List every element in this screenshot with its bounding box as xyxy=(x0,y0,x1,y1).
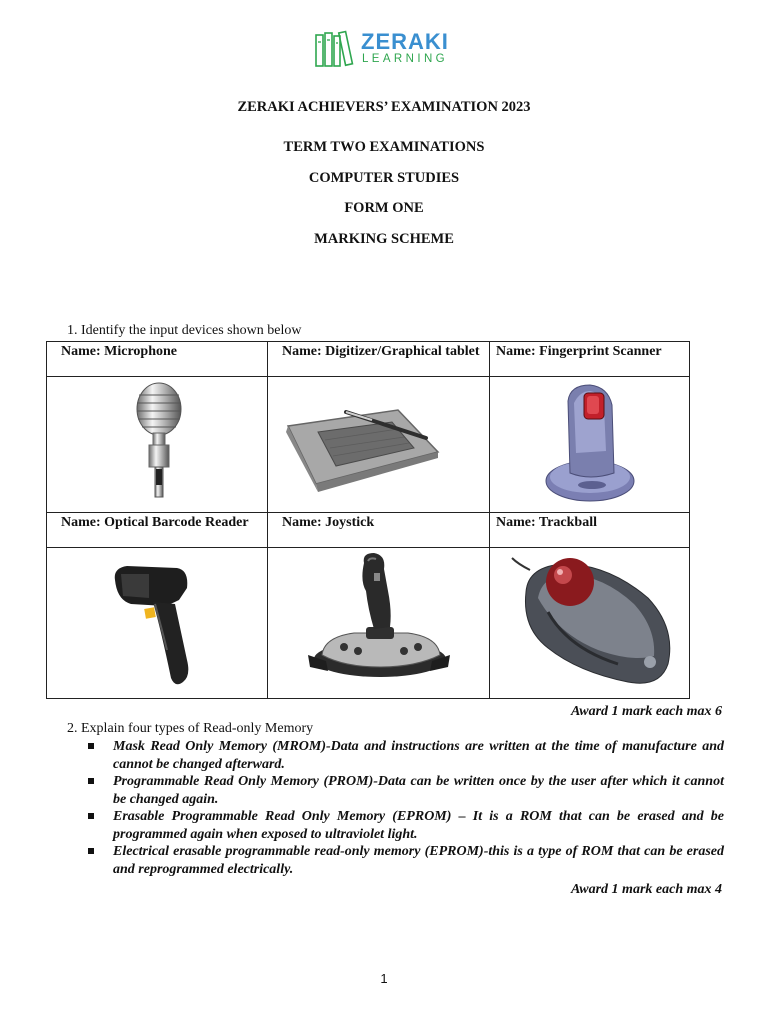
device-name-cell xyxy=(47,342,268,377)
device-name-fingerprint-scanner: Name: Fingerprint Scanner xyxy=(496,344,662,359)
books-logo-icon xyxy=(314,30,356,68)
rom-answer-list xyxy=(88,738,724,878)
device-name-cell xyxy=(268,342,490,377)
question-1: 1. Identify the input devices shown below xyxy=(67,323,302,338)
award-q1: Award 1 mark each max 6 xyxy=(570,704,722,719)
award-q2: Award 1 mark each max 4 xyxy=(570,882,722,897)
device-name-cell xyxy=(268,513,490,548)
bullet-icon xyxy=(88,813,94,819)
device-name-cell xyxy=(490,513,690,548)
fingerprint-scanner-image xyxy=(540,381,640,507)
list-item xyxy=(88,773,724,808)
device-name-barcode-reader: Name: Optical Barcode Reader xyxy=(61,515,249,530)
microphone-image xyxy=(129,381,189,501)
barcode-reader-image xyxy=(109,560,199,690)
device-image-cell xyxy=(490,377,690,513)
answer-mrom: Mask Read Only Memory (MROM)-Data and instructions are written at the time of manufacture and cannot be changed afterward. xyxy=(113,739,724,772)
device-image-cell xyxy=(268,548,490,699)
page-number: 1 xyxy=(380,971,388,986)
device-image-cell xyxy=(268,377,490,513)
device-name-microphone: Name: Microphone xyxy=(61,344,177,359)
joystick-image xyxy=(304,551,454,681)
logo-subtitle: LEARNING xyxy=(362,53,448,65)
zeraki-logo xyxy=(314,30,454,70)
subject-heading: COMPUTER STUDIES xyxy=(308,170,460,186)
doc-type-heading: MARKING SCHEME xyxy=(314,231,454,247)
form-heading: FORM ONE xyxy=(344,200,424,216)
device-name-cell xyxy=(490,342,690,377)
device-name-trackball: Name: Trackball xyxy=(496,515,597,530)
device-name-joystick: Name: Joystick xyxy=(282,515,375,530)
bullet-icon xyxy=(88,743,94,749)
device-image-cell xyxy=(47,548,268,699)
graphics-tablet-image xyxy=(280,404,440,494)
bullet-icon xyxy=(88,778,94,784)
device-name-cell xyxy=(47,513,268,548)
answer-prom: Programmable Read Only Memory (PROM)-Data can be written once by the user after which it cannot be changed again. xyxy=(113,774,724,807)
answer-eprom: Erasable Programmable Read Only Memory (EPROM) – It is a ROM that can be erased and be programmed again when exposed to ultraviolet light. xyxy=(113,809,724,842)
question-2: 2. Explain four types of Read-only Memory xyxy=(67,721,314,736)
list-item xyxy=(88,738,724,773)
device-name-digitizer: Name: Digitizer/Graphical tablet xyxy=(282,344,480,359)
logo-wordmark: ZERAKI xyxy=(361,29,449,54)
trackball-image xyxy=(508,552,678,692)
answer-eeprom: Electrical erasable programmable read-only memory (EPROM)-this is a type of ROM that can be erased and reprogrammed electrically. xyxy=(113,844,724,877)
bullet-icon xyxy=(88,848,94,854)
list-item xyxy=(88,808,724,843)
list-item xyxy=(88,843,724,878)
device-image-cell xyxy=(490,548,690,699)
input-devices-table xyxy=(46,341,690,699)
term-heading: TERM TWO EXAMINATIONS xyxy=(283,139,485,155)
device-image-cell xyxy=(47,377,268,513)
exam-title: ZERAKI ACHIEVERS’ EXAMINATION 2023 xyxy=(237,99,531,115)
